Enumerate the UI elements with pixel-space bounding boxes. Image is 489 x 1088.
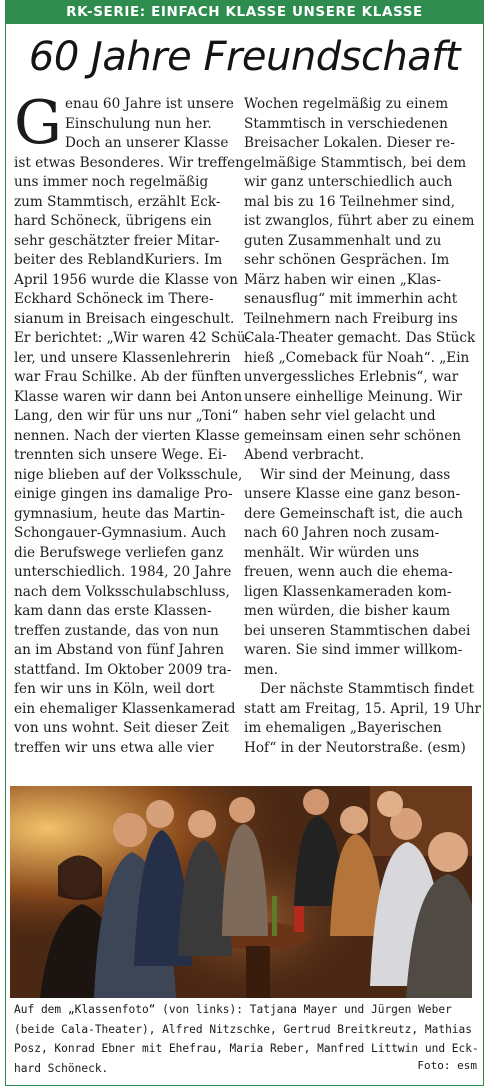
article-text-line: menhält. Wir würden uns [244, 544, 420, 561]
article-text-line: freuen, wenn auch die ehema- [244, 564, 453, 580]
article-text-line: gymnasium, heute das Martin- [14, 505, 225, 522]
article-text-line: treffen zustande, das von nun [14, 622, 219, 639]
article-text-line: Wir sind der Meinung, dass [260, 466, 451, 483]
article-text-line: trennten sich unsere Wege. Ei- [14, 447, 227, 463]
article-headline: 60 Jahre Freundschaft [28, 34, 461, 80]
article-text-line: sehr schönen Gesprächen. Im [244, 252, 450, 268]
group-photo [10, 786, 472, 998]
article-text-line: uns immer noch regelmäßig [14, 174, 209, 190]
photo-caption [14, 1000, 479, 1078]
article-text-line: Wochen regelmäßig zu einem [244, 96, 449, 112]
article-text-line: April 1956 wurde die Klasse von [14, 271, 238, 288]
article-text-line: Abend verbracht. [244, 447, 365, 463]
article-text-line: Stammtisch in verschiedenen [244, 115, 448, 132]
article-text-line: unvergessliches Erlebnis“, war [244, 369, 459, 385]
article-text-line: Doch an unserer Klasse [64, 135, 229, 151]
article-text-line: waren. Sie sind immer willkom- [244, 642, 463, 658]
article-text-line: wir ganz unterschiedlich auch [244, 174, 453, 190]
article-text-line: ist etwas Besonderes. Wir treffen [14, 154, 244, 171]
article-text-line: unsere Klasse eine ganz beson- [244, 486, 461, 502]
article-text-line: Hof“ in der Neutorstraße. (esm) [244, 739, 466, 756]
article-text-line: zum Stammtisch, erzählt Eck- [14, 193, 221, 210]
article-text-line: einige gingen ins damalige Pro- [14, 486, 233, 502]
article-text-line: nennen. Nach der vierten Klasse [14, 427, 240, 444]
article-text-line: Schongauer-Gymnasium. Auch [14, 525, 227, 541]
article-text-line: unterschiedlich. 1984, 20 Jahre [14, 564, 232, 580]
article-text-line: beiter des ReblandKuriers. Im [14, 252, 223, 268]
article-text-line: unsere einhellige Meinung. Wir [244, 388, 462, 405]
article-text-line: hieß „Comeback für Noah“. „Ein [244, 349, 470, 366]
caption-line: (beide Cala-Theater), Alfred Nitzschke, Gertrud Breitkreutz, Mathias [14, 1022, 473, 1036]
caption-line: Posz, Konrad Ebner mit Ehefrau, Maria Reber, Manfred Littwin und Eck- [14, 1042, 479, 1055]
article-text-line: gemeinsam einen sehr schönen [244, 427, 462, 444]
article-text-line: im ehemaligen „Bayerischen [244, 720, 442, 736]
article-text-line: fen wir uns in Köln, weil dort [14, 681, 215, 697]
photo-credit: Foto: esm [417, 1059, 477, 1072]
group-photo-image [10, 786, 472, 998]
article-text-line: Klasse waren wir dann bei Anton [14, 388, 243, 405]
article-text-line: enau 60 Jahre ist unsere [64, 96, 234, 112]
article-text-line: dere Gemeinschaft ist, die auch [244, 505, 463, 522]
article-text-line: senausflug“ mit immerhin acht [244, 291, 458, 307]
article-text-line: hard Schöneck, übrigens ein [14, 213, 212, 229]
article-text-line: von uns wohnt. Seit dieser Zeit [14, 720, 229, 736]
article-text-line: Einschulung nun her. [64, 115, 212, 132]
article-text-line: statt am Freitag, 15. April, 19 Uhr [244, 700, 481, 717]
series-banner: RK-SERIE: EINFACH KLASSE UNSERE KLASSE [6, 0, 483, 24]
article-column-2 [244, 95, 481, 758]
article-text-line: stattfand. Im Oktober 2009 tra- [14, 661, 232, 678]
article-text-line: ligen Klassenkameraden kom- [244, 583, 452, 600]
article-text-line: Breisacher Lokalen. Dieser re- [244, 135, 455, 151]
caption-line: hard Schöneck. [14, 1061, 109, 1075]
article-text-line: an im Abstand von fünf Jahren [14, 642, 225, 658]
article-text-line: Teilnehmern nach Freiburg ins [244, 310, 458, 327]
article-text-line: men würden, die bisher kaum [244, 603, 451, 619]
article-text-line: Lang, den wir für uns nur „Toni“ [14, 408, 239, 424]
drop-cap: G [14, 88, 62, 158]
article-text-line: Eckhard Schöneck im There- [14, 291, 214, 307]
article-text-line: ist zwanglos, führt aber zu einem [244, 213, 475, 229]
article-text-line: mal bis zu 16 Teilnehmer sind, [244, 193, 456, 210]
article-text-line: ein ehemaliger Klassenkamerad [14, 700, 236, 717]
article-text-line: bei unseren Stammtischen dabei [244, 622, 471, 639]
article-text-line: guten Zusammenhalt und zu [244, 232, 442, 249]
article-text-line: war Frau Schilke. Ab der fünften [14, 369, 242, 385]
article-text-line: nach 60 Jahren noch zusam- [244, 525, 440, 541]
article-text-line: Er berichtet: „Wir waren 42 Schü- [14, 330, 251, 346]
article-text-line: nige blieben auf der Volksschule, [14, 466, 243, 483]
article-text-line: Der nächste Stammtisch findet [260, 681, 474, 697]
article-text-line: sehr geschätzter freier Mitar- [14, 232, 220, 249]
article-text-line: gelmäßige Stammtisch, bei dem [244, 154, 467, 171]
article-text-line: Cala-Theater gemacht. Das Stück [244, 330, 476, 346]
caption-line: Auf dem „Klassenfoto“ (von links): Tatjana Mayer und Jürgen Weber [14, 1003, 452, 1016]
article-column-1 [14, 88, 251, 758]
article-text-line: März haben wir einen „Klas- [244, 271, 441, 288]
article-text-line: nach dem Volksschulabschluss, [14, 583, 230, 600]
article-text-line: treffen wir uns etwa alle vier [14, 739, 214, 756]
article-text-line: haben sehr viel gelacht und [244, 408, 436, 424]
article-text-line: die Berufswege verliefen ganz [14, 544, 224, 561]
article-text-line: men. [244, 661, 279, 678]
article-text-line: ler, und unsere Klassenlehrerin [14, 349, 231, 366]
article-text-line: sianum in Breisach eingeschult. [14, 310, 235, 327]
article-text-line: kam dann das erste Klassen- [14, 603, 212, 619]
